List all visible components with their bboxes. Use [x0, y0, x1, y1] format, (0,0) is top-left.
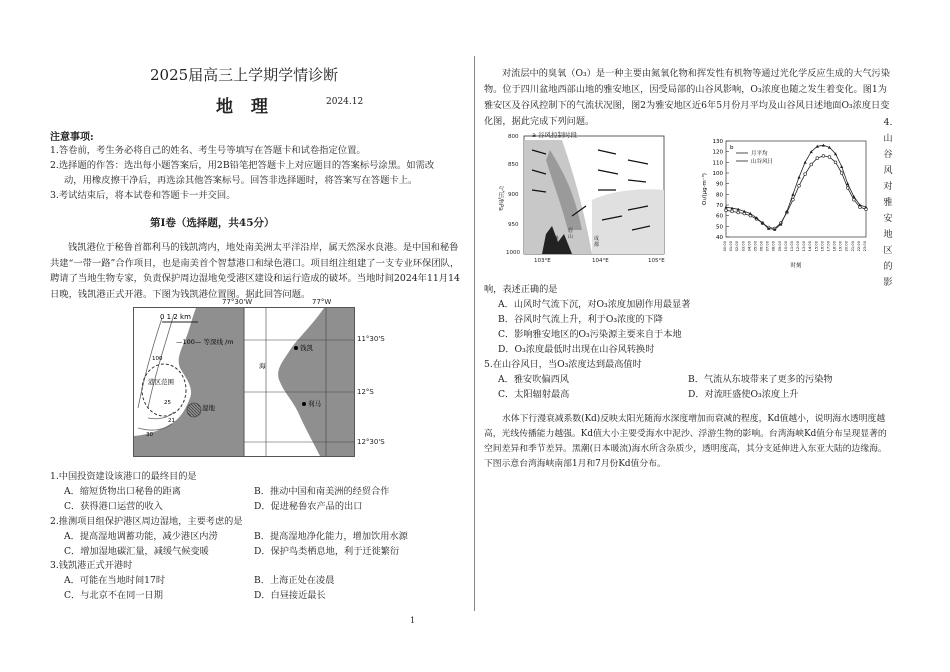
- place-label: 成都: [594, 236, 600, 248]
- data-point: [846, 182, 849, 185]
- plot-frame: [726, 141, 866, 237]
- y-tick: 850: [508, 162, 519, 168]
- x-tick-label: 03:00: [741, 241, 746, 252]
- option-a[interactable]: A．雅安吹偏西风: [498, 374, 569, 385]
- y-tick-label: 40: [716, 235, 723, 241]
- page-number: 1: [410, 616, 416, 625]
- lima-point: [302, 402, 306, 406]
- passage-2: 对流层中的臭氧（O₃）是一种主要由氮氧化物和挥发性有机物等通过光化学反应生成的大气污染物。位于四川盆地西部山地的雅安地区，因受局部的山谷风影响，O₃浓度也随之发生着变化。图1为雅安区及谷风控制下的气流状况图，图2为雅安地区近6年5月份月平均及山谷风日述地面O₃浓度日变化图，据此完成下列问题。: [484, 68, 890, 127]
- data-point: [852, 195, 855, 198]
- data-point: [804, 161, 807, 164]
- x-tick-label: 23:00: [863, 241, 867, 252]
- x-tick-label: 04:00: [747, 241, 752, 252]
- option-c[interactable]: C．太阳辐射最高: [498, 389, 570, 400]
- x-tick: 105°E: [648, 258, 665, 264]
- x-tick-label: 05:00: [753, 241, 758, 252]
- option-d[interactable]: D．O₃浓度最低时出现在山谷风转换时: [498, 344, 655, 355]
- lat-label: 12°S: [357, 388, 374, 396]
- notes-list: [50, 143, 460, 203]
- x-tick: 104°E: [592, 258, 609, 264]
- x-tick-label: 18:00: [832, 241, 837, 252]
- lat-label: 12°30'S: [357, 438, 385, 446]
- section-heading: 第Ⅰ卷（选择题，共45分）: [150, 217, 275, 229]
- y-tick-label: 130: [712, 139, 723, 145]
- figure-1-title: a 谷风控制时段: [532, 131, 578, 139]
- figure-2: [700, 133, 874, 269]
- y-tick: 800: [508, 134, 519, 140]
- option-c[interactable]: C．增加湿地碳汇量，减缓气候变暖: [64, 546, 209, 557]
- x-tick-label: 13:00: [802, 241, 807, 252]
- y-tick-label: 120: [712, 149, 723, 156]
- option-b[interactable]: B．谷风时气流上升，利于O₃浓度的下降: [498, 314, 663, 325]
- y-tick-label: 100: [712, 171, 723, 177]
- column-divider: [474, 56, 475, 611]
- option-a[interactable]: A．缩短货物出口秘鲁的距离: [64, 486, 181, 497]
- qiankai-port-map: [133, 307, 355, 457]
- x-tick-label: 06:00: [759, 241, 764, 252]
- x-tick-label: 14:00: [808, 241, 813, 252]
- figure-1-ylabel: 气压/hPa: [497, 186, 504, 211]
- data-point: [725, 209, 728, 212]
- y-tick-label: 60: [716, 213, 723, 220]
- qiankai-point: [294, 346, 298, 350]
- panel-label: b: [730, 145, 734, 151]
- scale-label: 0 1 2 km: [160, 313, 191, 321]
- note-item: 1.答卷前，考生务必将自己的姓名、考生号等填写在答题卡和试卷指定位置。: [50, 145, 366, 156]
- subject-title: 地 理: [216, 97, 274, 117]
- question-4: [484, 282, 894, 357]
- option-b[interactable]: B．提高湿地净化能力，增加饮用水源: [254, 531, 408, 542]
- question-stem: 1.中国投资建设该港口的最终目的是: [50, 471, 197, 482]
- lon-label: 77°W: [312, 298, 332, 306]
- option-c[interactable]: C．影响雅安地区的O₃污染源主要来自于本地: [498, 329, 682, 340]
- data-point: [804, 173, 807, 176]
- x-tick-label: 10:00: [783, 241, 788, 252]
- exam-date: 2024.12: [326, 97, 364, 107]
- depth-label: 25: [164, 400, 171, 406]
- series-line-2: [726, 145, 866, 229]
- data-point: [846, 187, 849, 190]
- paper-title: 2025届高三上学期学情诊断: [150, 66, 339, 84]
- city-label: 钱凯: [300, 344, 313, 352]
- contour-line: [138, 318, 162, 408]
- question-stem: 响，表述正确的是: [484, 284, 558, 295]
- option-a[interactable]: A．提高湿地调蓄功能，减少港区内涝: [64, 531, 218, 542]
- wetland-marker: [187, 403, 201, 417]
- option-b[interactable]: B．气流从东坡带来了更多的污染物: [688, 374, 833, 385]
- data-point: [816, 157, 819, 160]
- lon-label: 77°30'W: [222, 298, 253, 306]
- note-item: 2.选择题的作答：选出每小题答案后，用2B铅笔把答题卡上对应题目的答案标号涂黑。如需改: [50, 160, 435, 171]
- wetland-label: 湿地: [202, 404, 215, 412]
- data-point: [792, 198, 795, 201]
- x-tick-label: 15:00: [814, 241, 819, 252]
- data-point: [791, 193, 794, 196]
- option-b[interactable]: B．推动中国和南美洲的经贸合作: [254, 486, 390, 497]
- option-d[interactable]: D．促进秘鲁农产品的出口: [254, 501, 363, 512]
- x-tick-label: 20:00: [844, 241, 849, 252]
- note-item: 动，用橡皮擦干净后，再选涂其他答案标号。回答非选择题时，将答案写在答题卡上。: [64, 175, 418, 186]
- valley-wind-figure: [502, 130, 672, 270]
- x-tick-label: 21:00: [850, 241, 855, 252]
- x-tick-label: 22:00: [856, 241, 861, 252]
- passage-3: 水体下行漫衰减系数(Kd)反映太阳光随海水深度增加而衰减的程度，Kd值越小，说明海水透明度越高，光线传播能力越强。Kd值大小主要受海水中泥沙、浮游生物的影响。台湾海峡Kd值分布呈现显著的空间差异和季节差异。黑潮(日本暖流)海水所含杂质少，透明度高，其分支延伸进入东亚大陆的边缘海。下图示意台湾海峡南部1月和7月份Kd值分布。: [484, 414, 887, 469]
- y-axis-label: O₃/(μg·m⁻³): [702, 173, 708, 205]
- map-svg: [134, 308, 354, 456]
- place-label: 眉山: [568, 228, 574, 240]
- x-tick-label: 09:00: [777, 241, 782, 252]
- shaded-region: [592, 189, 664, 254]
- depth-label: 30: [146, 432, 153, 438]
- depth-label: 21: [168, 418, 175, 424]
- question-4-vertical: 4.山谷风对雅安地区的影: [883, 117, 893, 288]
- option-a[interactable]: A．可能在当地时间17时: [64, 575, 166, 586]
- x-tick-label: 00:00: [723, 241, 727, 252]
- data-point: [852, 198, 855, 201]
- option-d[interactable]: D．对流旺盛使O₃浓度上升: [688, 389, 799, 400]
- x-tick-label: 02:00: [735, 241, 740, 252]
- y-tick-label: 110: [712, 160, 723, 167]
- x-tick: 103°E: [534, 258, 551, 264]
- data-point: [798, 184, 801, 187]
- lat-label: 11°30'S: [357, 335, 385, 343]
- port-area-label: 港区范围: [148, 378, 174, 386]
- x-tick-label: 12:00: [796, 241, 801, 252]
- legend-label: 山谷风日: [751, 159, 774, 165]
- port-area-boundary: [142, 364, 186, 416]
- option-c[interactable]: C．与北京不在同一日期: [64, 590, 163, 601]
- x-tick-label: 08:00: [771, 241, 776, 252]
- y-tick-label: 90: [716, 181, 723, 188]
- depth-label: 100: [152, 356, 163, 362]
- y-tick-label: 70: [716, 203, 723, 209]
- option-d[interactable]: D．白昼接近最长: [254, 590, 326, 601]
- contour-legend: —100— 等深线 /m: [176, 338, 234, 346]
- data-point: [737, 211, 740, 214]
- question-stem: 2.推测项目组保护港区周边湿地，主要考虑的是: [50, 516, 243, 527]
- data-point: [840, 172, 843, 175]
- y-tick-label: 50: [716, 224, 723, 231]
- x-tick-label: 01:00: [729, 241, 734, 252]
- x-tick-label: 19:00: [838, 241, 843, 252]
- x-tick-label: 11:00: [789, 241, 794, 252]
- option-c[interactable]: C．获得港口运营的收入: [64, 501, 163, 512]
- figure-1: [497, 130, 672, 270]
- series-line-1: [726, 156, 866, 229]
- x-tick-label: 16:00: [820, 241, 825, 252]
- option-b[interactable]: B．上海正处在凌晨: [254, 575, 335, 586]
- data-point: [731, 210, 734, 213]
- x-tick-label: 07:00: [765, 241, 770, 252]
- place-label: 雅安: [554, 236, 560, 248]
- question-5: [484, 357, 894, 402]
- data-point: [828, 156, 831, 159]
- x-tick-label: 17:00: [826, 241, 831, 252]
- notes-heading: 注意事项:: [50, 132, 94, 143]
- o3-line-chart: [700, 133, 874, 269]
- x-axis-label: 时刻: [790, 263, 802, 269]
- data-point: [834, 161, 837, 164]
- city-label: 利马: [308, 400, 321, 408]
- y-tick: 1000: [506, 250, 520, 256]
- coast-land: [278, 308, 354, 456]
- y-tick: 900: [508, 192, 519, 198]
- question-3: [50, 558, 460, 603]
- question-2: [50, 514, 460, 559]
- y-tick-label: 80: [716, 192, 723, 199]
- data-point: [810, 163, 813, 166]
- sea-label: 海: [259, 362, 266, 370]
- question-stem: 5.在山谷风日，当O₃浓度达到最高值时: [484, 359, 642, 370]
- data-point: [840, 165, 843, 168]
- passage-1: 钱凯港位于秘鲁首都利马的钱凯湾内，地处南美洲太平洋沿岸，属天然深水良港。是中国和秘鲁共建“一带一路”合作项目，也是南美首个智慧港口和绿色港口。项目组注组建了一支专业环保团队，聘请了当地生物专家，负责保护周边湿地免受港区建设和运行造成的破坏。当地时间2024年11月14日晚，钱凯港正式开港。下图为钱凯港位置图。据此回答问题。: [50, 242, 460, 300]
- question-1: [50, 469, 460, 514]
- data-point: [822, 155, 825, 158]
- y-tick: 950: [508, 222, 519, 228]
- legend-label: 月平均: [751, 151, 768, 157]
- question-stem: 3.钱凯港正式开港时: [50, 560, 133, 571]
- data-point: [797, 176, 800, 179]
- option-d[interactable]: D．保护鸟类栖息地，利于迁徙繁衍: [254, 546, 400, 557]
- option-a[interactable]: A．山风时气流下沉，对O₃浓度加剧作用最显著: [498, 299, 691, 310]
- note-item: 3.考试结束后，将本试卷和答题卡一并交回。: [50, 190, 236, 201]
